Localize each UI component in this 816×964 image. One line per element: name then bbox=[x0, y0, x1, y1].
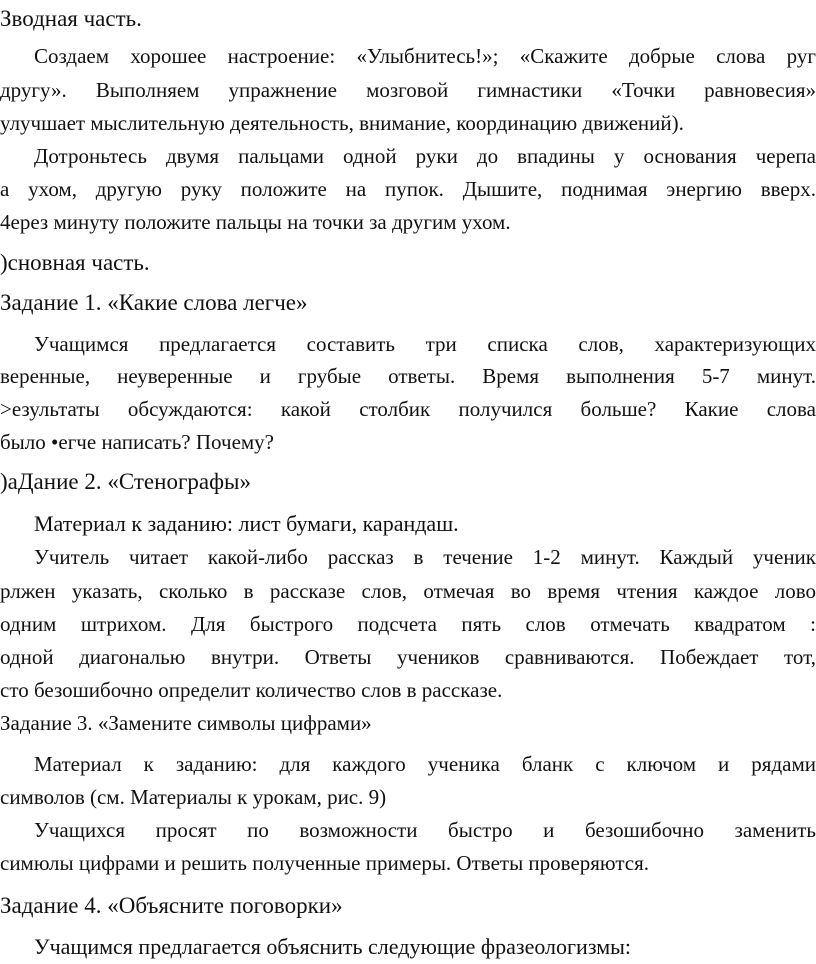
task3-title: Задание 3. «Замените символы цифрами» bbox=[0, 711, 372, 735]
task4-line1: Учащимся предлагается объяснить следующие фразеологизмы: bbox=[34, 934, 632, 959]
task2-line4: одной диагональю внутри. Ответы учеников сравниваются. Побеждает тот, bbox=[0, 645, 816, 669]
task2-line5: сто безошибочно определит количество слов в рассказе. bbox=[0, 678, 503, 702]
task4-title: Задание 4. «Объясните поговорки» bbox=[0, 893, 343, 918]
intro-para1-line2: другу». Выполняем упражнение мозговой гимнастики «Точки равновесия» bbox=[0, 78, 816, 102]
intro-heading: Зводная часть. bbox=[0, 6, 142, 31]
task3-material-line2: символов (см. Материалы к урокам, рис. 9) bbox=[0, 785, 387, 809]
task1-line4: было •егче написать? Почему? bbox=[0, 430, 274, 454]
intro-para2-line3: 4ерез минуту положите пальцы на точки за другим ухом. bbox=[0, 210, 511, 234]
task1-line3: >езультаты обсуждаются: какой столбик получился больше? Какие слова bbox=[0, 397, 816, 421]
task3-material-line1: Материал к заданию: для каждого ученика бланк с ключом и рядами bbox=[34, 752, 816, 776]
intro-para2-line1: Дотроньтесь двумя пальцами одной руки до впадины у основания черепа bbox=[34, 144, 816, 168]
intro-para1-line3: улучшает мыслительную деятельность, внимание, координацию движений). bbox=[0, 111, 684, 135]
task2-line2: рлжен указать, сколько в рассказе слов, отмечая во время чтения каждое лово bbox=[0, 579, 816, 603]
main-heading: )сновная часть. bbox=[0, 250, 150, 275]
task2-line1: Учитель читает какой-либо рассказ в течение 1-2 минут. Каждый ученик bbox=[34, 545, 816, 569]
task2-line3: одним штрихом. Для быстрого подсчета пять слов отмечать квадратом : bbox=[0, 612, 816, 636]
task1-line2: веренные, неуверенные и грубые ответы. Время выполнения 5-7 минут. bbox=[0, 364, 816, 388]
task1-line1: Учащимся предлагается составить три списка слов, характеризующих bbox=[34, 332, 816, 356]
intro-para1-line1: Создаем хорошее настроение: «Улыбнитесь!»; «Скажите добрые слова руг bbox=[34, 44, 816, 68]
task2-title: )аДание 2. «Стенографы» bbox=[0, 469, 251, 494]
task2-material: Материал к заданию: лист бумаги, карандаш. bbox=[34, 511, 459, 536]
task3-line2: симюлы цифрами и решить полученные примеры. Ответы проверяются. bbox=[0, 851, 650, 875]
task1-title: Задание 1. «Какие слова легче» bbox=[0, 290, 308, 315]
task3-line1: Учащихся просят по возможности быстро и безошибочно заменить bbox=[34, 818, 816, 842]
intro-para2-line2: а ухом, другую руку положите на пупок. Дышите, поднимая энергию вверх. bbox=[0, 177, 816, 201]
